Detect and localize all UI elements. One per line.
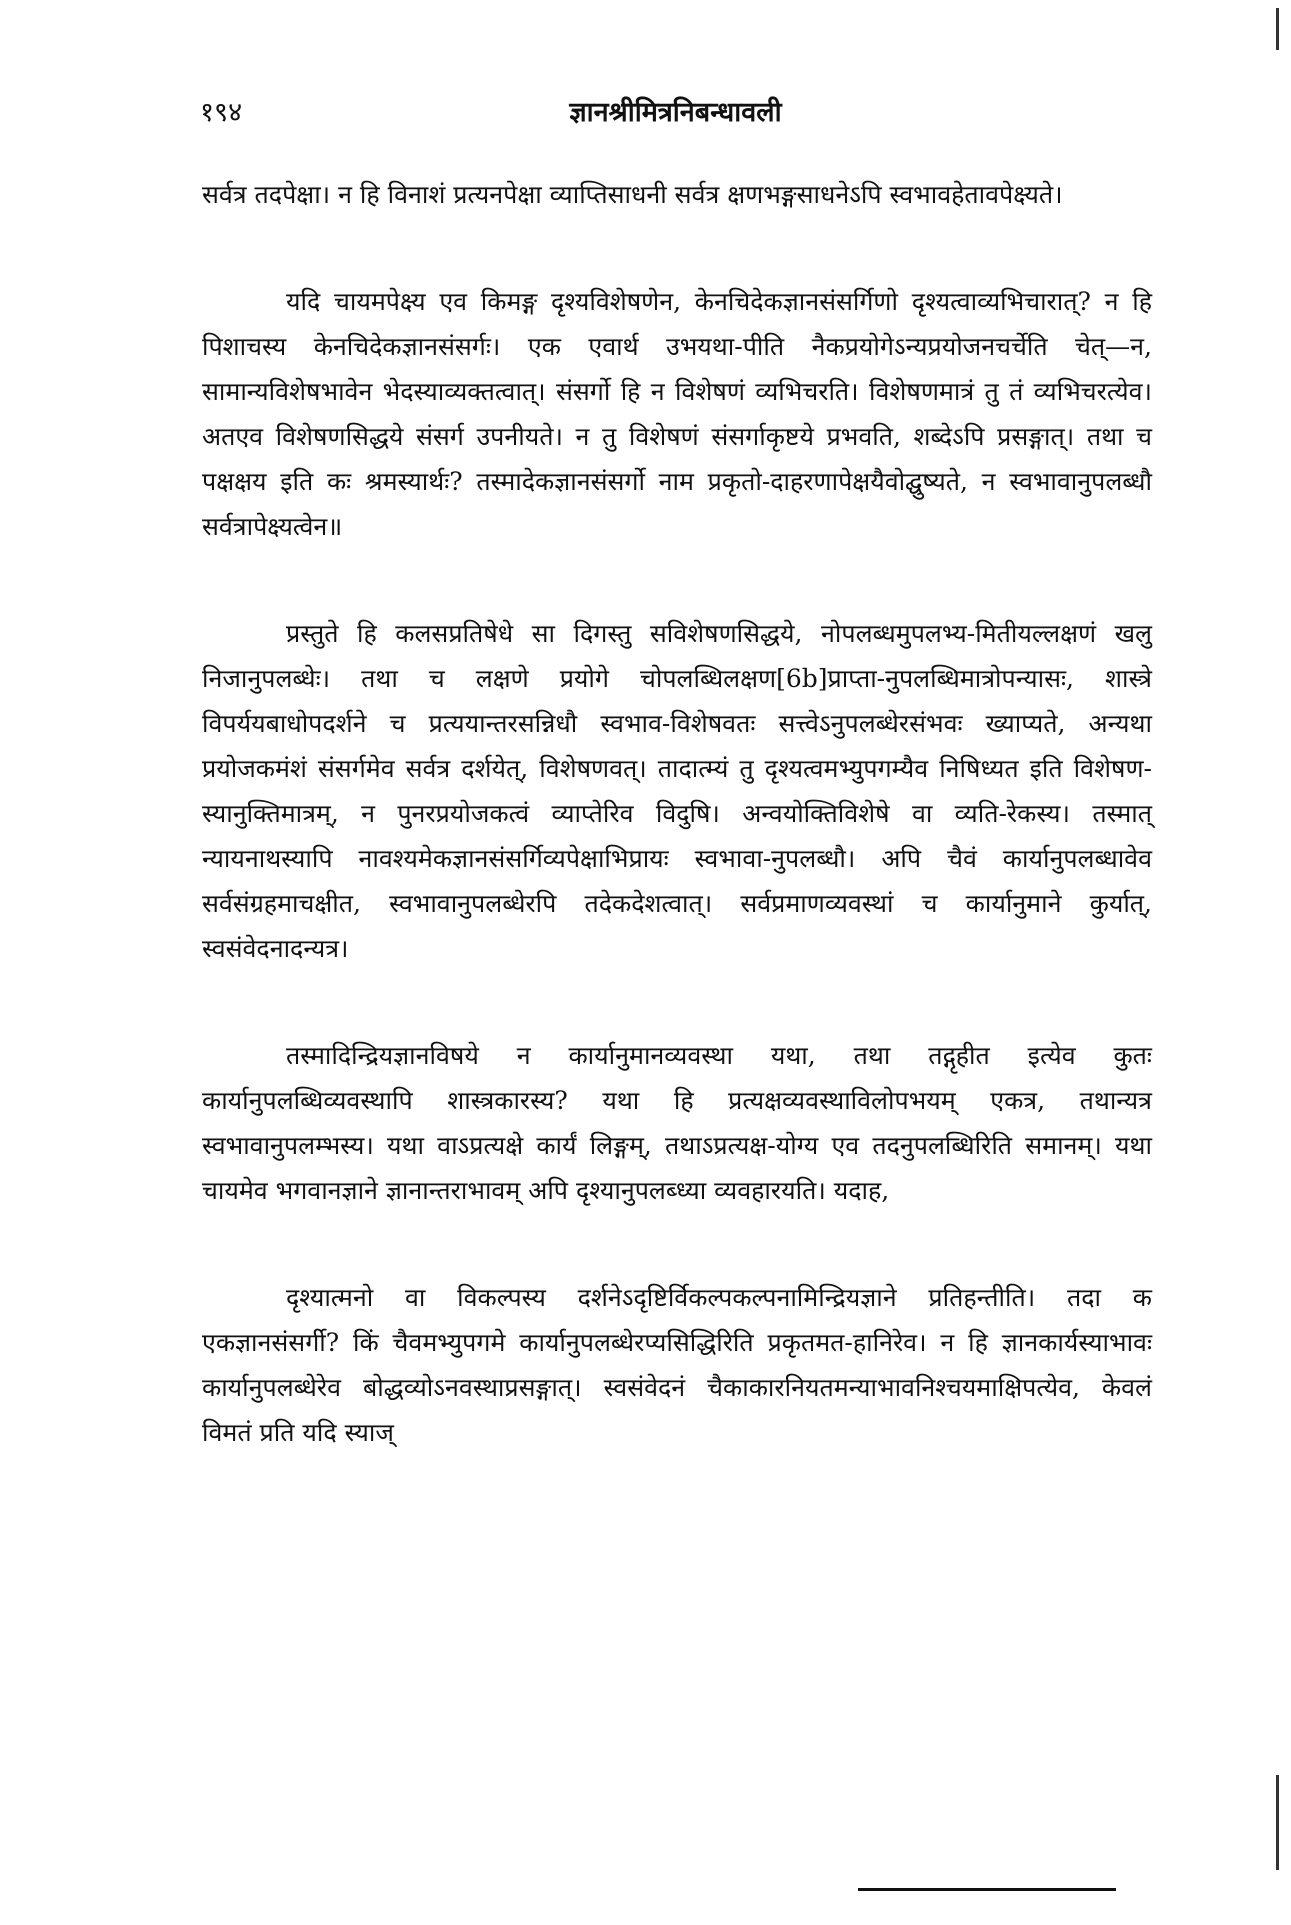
running-title: ज्ञानश्रीमित्रनिबन्धावली xyxy=(569,97,782,128)
paragraph: तस्मादिन्द्रियज्ञानविषये न कार्यानुमानव्यवस्था यथा, तथा तद्गृहीत इत्येव कुतः कार्यानुपलब्धिव्यवस्थापि शास्त्रकारस्य? यथा हि प्रत्यक्षव्यवस्थाविलोपभयम् एकत्र, तथान्यत्र स्वभावानुपलम्भस्य। यथा वाऽप्रत्यक्षे कार्यं लिङ्गम्, तथाऽप्रत्यक्ष-योग्य एव तदनुपलब्धिरिति समानम्। यथा चायमेव भगवानज्ञाने ज्ञानान्तराभावम् अपि दृश्यानुपलब्ध्या व्यवहारयति। यदाह, xyxy=(202,1041,1152,1205)
scan-edge-mark xyxy=(1276,1775,1279,1870)
page-header xyxy=(200,92,1151,132)
paragraph: दृश्यात्मनो वा विकल्पस्य दर्शनेऽदृष्टिर्विकल्पकल्पनामिन्द्रियज्ञाने प्रतिहन्तीति। तदा क एकज्ञानसंसर्गी? किं चैवमभ्युपगमे कार्यानुपलब्धेरप्यसिद्धिरिति प्रकृतमत-हानिरेव। न हि ज्ञानकार्यस्याभावः कार्यानुपलब्धेरेव बोद्धव्योऽनवस्थाप्रसङ्गात्। स्वसंवेदनं चैकाकारनियतमन्याभावनिश्चयमाक्षिपत्येव, केवलं विमतं प्रति यदि स्याज् xyxy=(202,1283,1152,1447)
paragraph: सर्वत्र तदपेक्षा। न हि विनाशं प्रत्यनपेक्षा व्याप्तिसाधनी सर्वत्र क्षणभङ्गसाधनेऽपि स्वभावहेतावपेक्ष्यते। xyxy=(202,180,1063,209)
scan-edge-mark xyxy=(1276,8,1279,50)
page-number: १९४ xyxy=(200,97,243,128)
paragraph: यदि चायमपेक्ष्य एव किमङ्ग दृश्यविशेषणेन, केनचिदेकज्ञानसंसर्गिणो दृश्यत्वाव्यभिचारात्? न हि पिशाचस्य केनचिदेकज्ञानसंसर्गः। एक एवार्थ उभयथा-पीति नैकप्रयोगेऽन्यप्रयोजनचर्चेति चेत्—न, सामान्यविशेषभावेन भेदस्याव्यक्तत्वात्। संसर्गो हि न विशेषणं व्यभिचरति। विशेषणमात्रं तु तं व्यभिचरत्येव। अतएव विशेषणसिद्धये संसर्ग उपनीयते। न तु विशेषणं संसर्गाकृष्टये प्रभवति, शब्देऽपि प्रसङ्गात्। तथा च पक्षक्षय इति कः श्रमस्यार्थः? तस्मादेकज्ञानसंसर्गो नाम प्रकृतो-दाहरणापेक्षयैवोद्घुष्यते, न स्वभावानुपलब्धौ सर्वत्रापेक्ष्यत्वेन॥ xyxy=(202,287,1152,541)
footer-rule xyxy=(858,1888,1116,1891)
body-text xyxy=(202,172,1152,1517)
paragraph: प्रस्तुते हि कलसप्रतिषेधे सा दिगस्तु सविशेषणसिद्धये, नोपलब्धमुपलभ्य-मितीयल्लक्षणं खलु निजानुपलब्धेः। तथा च लक्षणे प्रयोगे चोपलब्धिलक्षण[6b]प्राप्ता-नुपलब्धिमात्रोपन्यासः, शास्त्रे विपर्ययबाधोपदर्शने च प्रत्ययान्तरसन्निधौ स्वभाव-विशेषवतः सत्त्वेऽनुपलब्धेरसंभवः ख्याप्यते, अन्यथा प्रयोजकमंशं संसर्गमेव सर्वत्र दर्शयेत्, विशेषणवत्। तादात्म्यं तु दृश्यत्वमभ्युपगम्यैव निषिध्यत इति विशेषण-स्यानुक्तिमात्रम्, न पुनरप्रयोजकत्वं व्याप्तेरिव विदुषि। अन्वयोक्तिविशेषे वा व्यति-रेकस्य। तस्मात् न्यायनाथस्यापि नावश्यमेकज्ञानसंसर्गिव्यपेक्षाभिप्रायः स्वभावा-नुपलब्धौ। अपि चैवं कार्यानुपलब्धावेव सर्वसंग्रहमाचक्षीत, स्वभावानुपलब्धेरपि तदेकदेशत्वात्। सर्वप्रमाणव्यवस्थां च कार्यानुमाने कुर्यात्, स्वसंवेदनादन्यत्र। xyxy=(202,619,1152,963)
